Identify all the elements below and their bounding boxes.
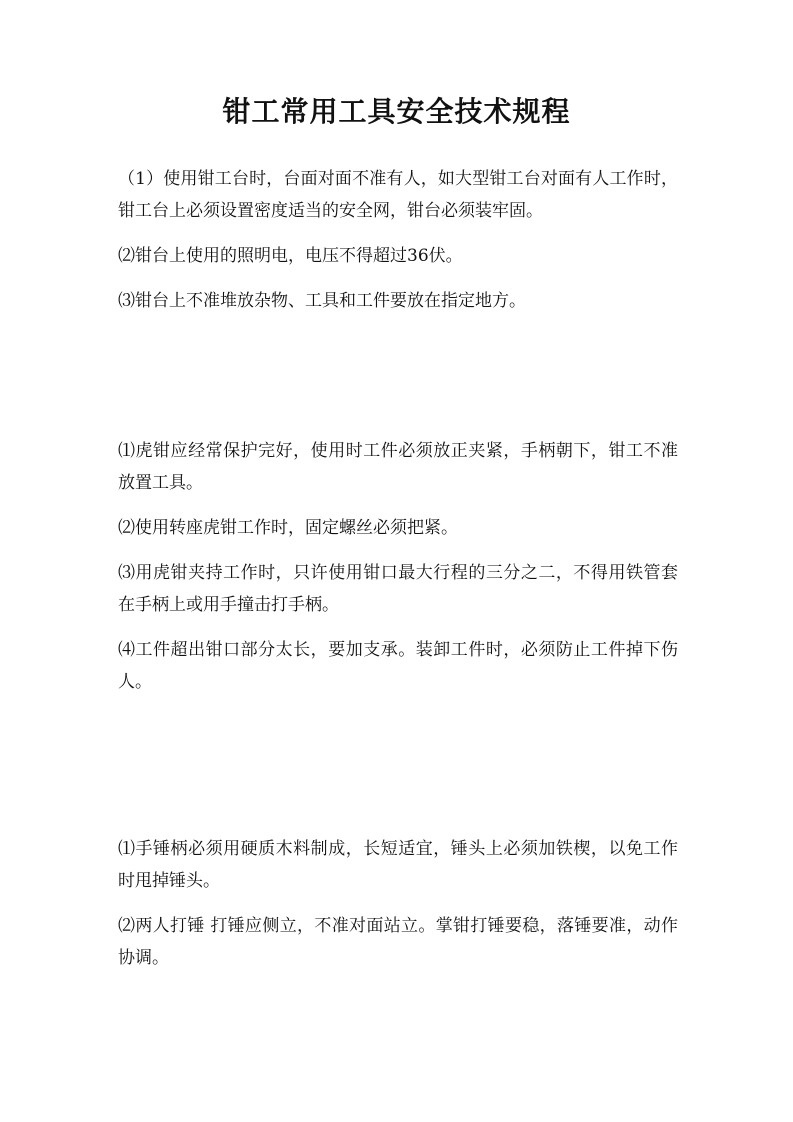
document-title: 钳工常用工具安全技术规程 [222, 95, 571, 128]
paragraph: ⑴手锤柄必须用硬质木料制成，长短适宜，锤头上必须加铁楔，以免工作时甩掉锤头。 [118, 839, 678, 891]
paragraph: ⑵钳台上使用的照明电，电压不得超过36伏。 [118, 246, 463, 266]
paragraph: ⑷工件超出钳口部分太长，要加支承。装卸工件时，必须防止工件掉下伤人。 [118, 640, 678, 692]
paragraph: ⑵两人打锤 打锤应侧立，不准对面站立。掌钳打锤要稳，落锤要准，动作协调。 [118, 916, 678, 968]
section-hammer [118, 833, 678, 987]
paragraph: （1）使用钳工台时，台面对面不准有人，如大型钳工台对面有人工作时，钳工台上必须设置密度适当的安全网，钳台必须装牢固。 [118, 169, 678, 221]
section-vise [118, 435, 678, 711]
section-workbench [118, 163, 678, 330]
paragraph: ⑵使用转座虎钳工作时，固定螺丝必须把紧。 [118, 518, 458, 538]
paragraph: ⑴虎钳应经常保护完好，使用时工件必须放正夹紧，手柄朝下，钳工不准放置工具。 [118, 441, 678, 493]
paragraph: ⑶钳台上不准堆放杂物、工具和工件要放在指定地方。 [118, 291, 526, 311]
paragraph: ⑶用虎钳夹持工作时，只许使用钳口最大行程的三分之二，不得用铁管套在手柄上或用手撞击打手柄。 [118, 563, 678, 615]
